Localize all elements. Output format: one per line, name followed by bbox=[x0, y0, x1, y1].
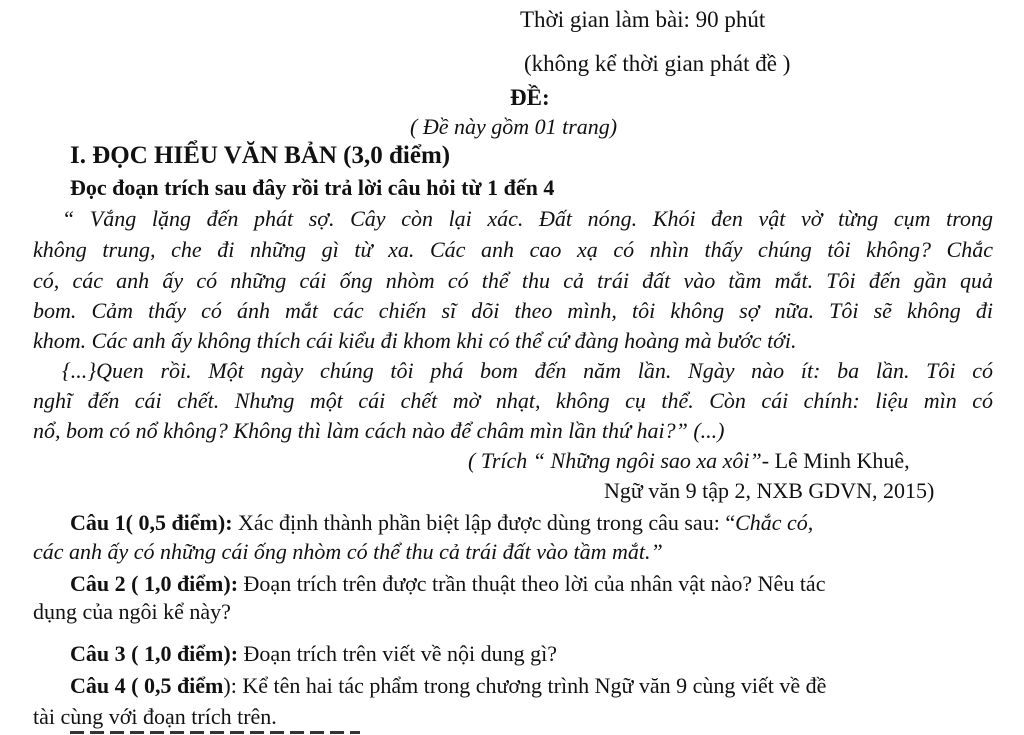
source-book: Ngữ văn 9 tập 2, NXB GDVN, 2015) bbox=[604, 478, 935, 503]
cropped-heading-fragment bbox=[70, 728, 360, 735]
question-label: Câu 2 ( 1,0 điểm): bbox=[70, 571, 239, 596]
question-text: Xác định thành phần biệt lập được dùng trong câu sau: “ bbox=[238, 510, 736, 535]
question-4 bbox=[70, 672, 826, 700]
exam-time: Thời gian làm bài: 90 phút bbox=[520, 7, 766, 32]
passage-line: {...}Quen rồi. Một ngày chúng tôi phá bom đến năm lần. Ngày nào ít: ba lần. Tôi có bbox=[62, 358, 993, 383]
exam-title: ĐỀ: bbox=[510, 85, 550, 110]
question-2 bbox=[70, 570, 825, 598]
question-3 bbox=[70, 640, 557, 668]
question-quote: Chắc có, bbox=[735, 510, 814, 535]
source-title: “ Những ngôi sao xa xôi” bbox=[532, 448, 762, 473]
question-text: Đoạn trích trên viết về nội dung gì? bbox=[243, 641, 557, 666]
passage-line: có, các anh ấy có những cái ống nhòm có thể thu cả trái đất vào tầm mắt. Tôi đến gần quả bbox=[33, 268, 993, 293]
question-4-line2: tài cùng với đoạn trích trên. bbox=[33, 704, 277, 729]
question-text: ): Kể tên hai tác phẩm trong chương trình Ngữ văn 9 cùng viết về đề bbox=[223, 673, 827, 698]
passage-line: nghĩ đến cái chết. Nhưng một cái chết mờ nhạt, không cụ thể. Còn cái chính: liệu mìn có bbox=[33, 388, 993, 413]
question-1-line2: các anh ấy có những cái ống nhòm có thể thu cả trái đất vào tầm mắt.” bbox=[33, 539, 663, 564]
source-citation bbox=[468, 447, 910, 475]
section-title: I. ĐỌC HIỂU VĂN BẢN (3,0 điểm) bbox=[70, 142, 451, 169]
passage-line: bom. Cảm thấy có ánh mắt các chiến sĩ dõi theo mình, tôi không sợ nữa. Tôi sẽ không đi bbox=[33, 298, 993, 323]
question-text: Đoạn trích trên được trần thuật theo lời của nhân vật nào? Nêu tác bbox=[243, 571, 826, 596]
exam-time-note: (không kể thời gian phát đề ) bbox=[524, 51, 791, 76]
source-open: ( Trích bbox=[468, 448, 528, 473]
source-author: - Lê Minh Khuê, bbox=[761, 448, 910, 473]
question-label: Câu 1( 0,5 điểm): bbox=[70, 510, 233, 535]
question-1 bbox=[70, 509, 813, 537]
question-2-line2: dụng của ngôi kể này? bbox=[33, 599, 231, 624]
question-label: Câu 4 ( 0,5 điểm bbox=[70, 673, 224, 698]
passage-line: nổ, bom có nổ không? Không thì làm cách nào để châm mìn lần thứ hai?” (...) bbox=[33, 418, 725, 443]
page-note: ( Đề này gồm 01 trang) bbox=[410, 114, 618, 139]
section-instruction: Đọc đoạn trích sau đây rồi trả lời câu hỏi từ 1 đến 4 bbox=[70, 175, 555, 200]
passage-line: khom. Các anh ấy không thích cái kiểu đi khom khi có thể cứ đàng hoàng mà bước tới. bbox=[33, 328, 797, 353]
passage-line: không trung, che đi những gì từ xa. Các anh cao xạ có nhìn thấy chúng tôi không? Chắc bbox=[33, 237, 993, 262]
passage-line: “ Vắng lặng đến phát sợ. Cây còn lại xác. Đất nóng. Khói đen vật vờ từng cụm trong bbox=[62, 206, 993, 231]
question-label: Câu 3 ( 1,0 điểm): bbox=[70, 641, 239, 666]
